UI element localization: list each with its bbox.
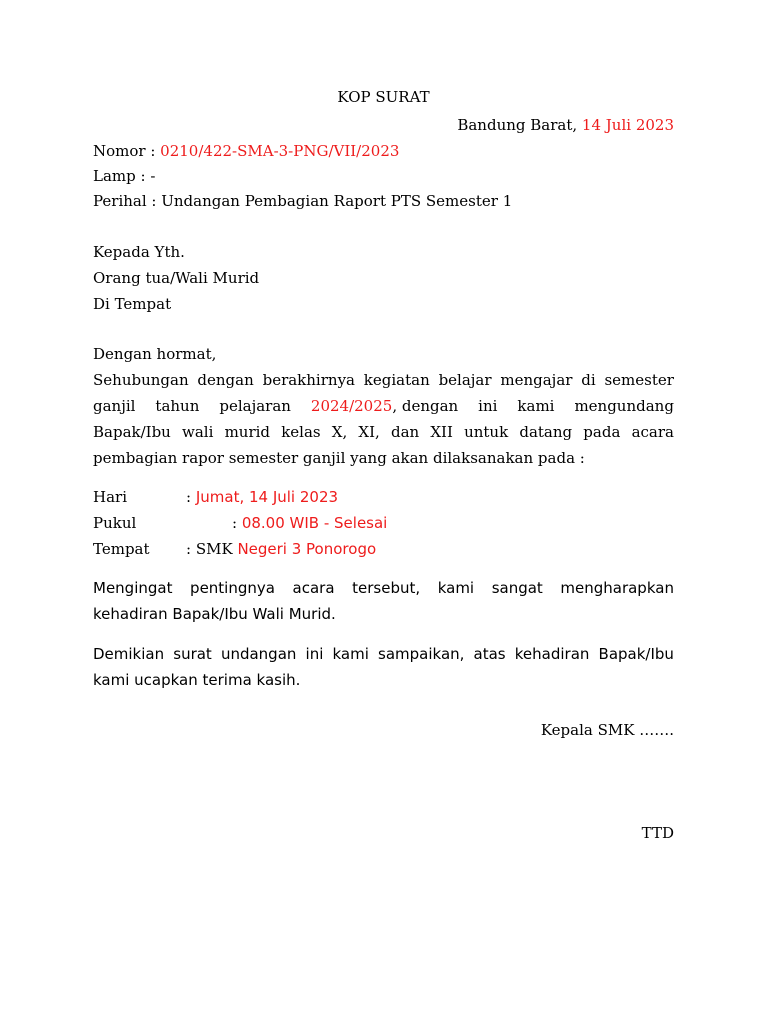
nomor-label: Nomor : [93,142,161,160]
thanks-word: kehadiran [514,645,590,663]
schedule-pukul-value: 08.00 WIB - Selesai [241,514,388,532]
closing-word: pentingnya [190,579,275,597]
body-word: acara [631,423,674,441]
body-line-1 [93,370,674,390]
body-word: belajar [438,371,492,389]
schedule-hari [93,487,674,507]
schedule-hari-colon: : [186,488,196,506]
closing-word: Mengingat [93,579,173,597]
body-word: semester [604,371,674,389]
recipient-line-3: Di Tempat [93,295,172,313]
body-word: datang [519,423,573,441]
letter-header-title: KOP SURAT [337,88,430,106]
thanks-word: Bapak/Ibu [598,645,674,663]
date-text: 14 Juli 2023 [581,116,674,134]
schedule-hari-label: Hari [93,488,127,506]
body-word: X, [331,423,348,441]
body-word: kami [517,397,555,415]
body-word: dengan [197,371,254,389]
signature-line: TTD [641,824,674,842]
body-word: XI, [358,423,380,441]
body-word: mengundang [574,397,674,415]
schedule-tempat-value: Negeri 3 Ponorogo [237,540,377,558]
thanks-line-1 [93,644,674,664]
closing-word: kami [437,579,475,597]
thanks-word: kami [332,645,369,663]
body-line-3 [93,422,674,442]
closing-line-1 [93,578,674,598]
schedule-tempat-label: Tempat [93,540,150,558]
recipient-line-1: Kepada Yth. [93,243,185,261]
letter-page [93,0,674,1024]
recipient-line-2: Orang tua/Wali Murid [93,269,260,287]
closing-word: acara [292,579,335,597]
lamp-line: Lamp : - [93,167,156,185]
body-word: pada [583,423,621,441]
schedule-pukul-colon: : [232,514,242,532]
closing-word: sangat [491,579,543,597]
body-word: dan [390,423,420,441]
greeting-line: Dengan hormat, [93,345,217,363]
body-word: pelajaran [219,397,291,415]
closing-word: tersebut, [352,579,421,597]
closing-word: mengharapkan [560,579,674,597]
schedule-hari-value: Jumat, 14 Juli 2023 [195,488,339,506]
thanks-word: ini [305,645,324,663]
schedule-hari-value-group [186,487,338,507]
body-word: Bapak/Ibu [93,423,171,441]
nomor-line [93,141,674,161]
body-word: Sehubungan [93,371,189,389]
body-line-2 [93,396,674,416]
thanks-line-2: kami ucapkan terima kasih. [93,671,301,689]
thanks-word: atas [473,645,506,663]
body-word: XII [430,423,453,441]
body-word: , dengan [392,397,459,415]
schedule-tempat-value-group [186,539,376,559]
body-word: ganjil [93,397,136,415]
body-year-segment [311,396,458,416]
schedule-tempat [93,539,674,559]
body-word: wali [182,423,214,441]
place-text: Bandung Barat, [457,116,582,134]
body-word: kegiatan [363,371,430,389]
body-word: ini [478,397,498,415]
thanks-word: undangan [220,645,297,663]
body-word: kelas [281,423,321,441]
thanks-word: Demikian [93,645,165,663]
academic-year: 2024/2025 [310,397,393,415]
body-word: murid [224,423,271,441]
closing-line-2: kehadiran Bapak/Ibu Wali Murid. [93,605,336,623]
schedule-pukul-label: Pukul [93,514,137,532]
body-word: berakhirnya [262,371,355,389]
body-word: mengajar [500,371,573,389]
schedule-tempat-colon: : SMK [186,540,238,558]
place-date-line [93,115,674,135]
signatory-line: Kepala SMK ……. [540,721,674,739]
thanks-word: surat [173,645,212,663]
body-line-4: pembagian rapor semester ganjil yang akan dilaksanakan pada : [93,449,585,467]
body-word: untuk [464,423,509,441]
schedule-pukul [93,513,674,533]
nomor-value: 0210/422-SMA-3-PNG/VII/2023 [160,142,400,160]
thanks-word: sampaikan, [378,645,465,663]
body-word: di [581,371,596,389]
perihal-line: Perihal : Undangan Pembagian Raport PTS Semester 1 [93,192,513,210]
body-word: tahun [155,397,200,415]
schedule-pukul-value-group [232,513,387,533]
